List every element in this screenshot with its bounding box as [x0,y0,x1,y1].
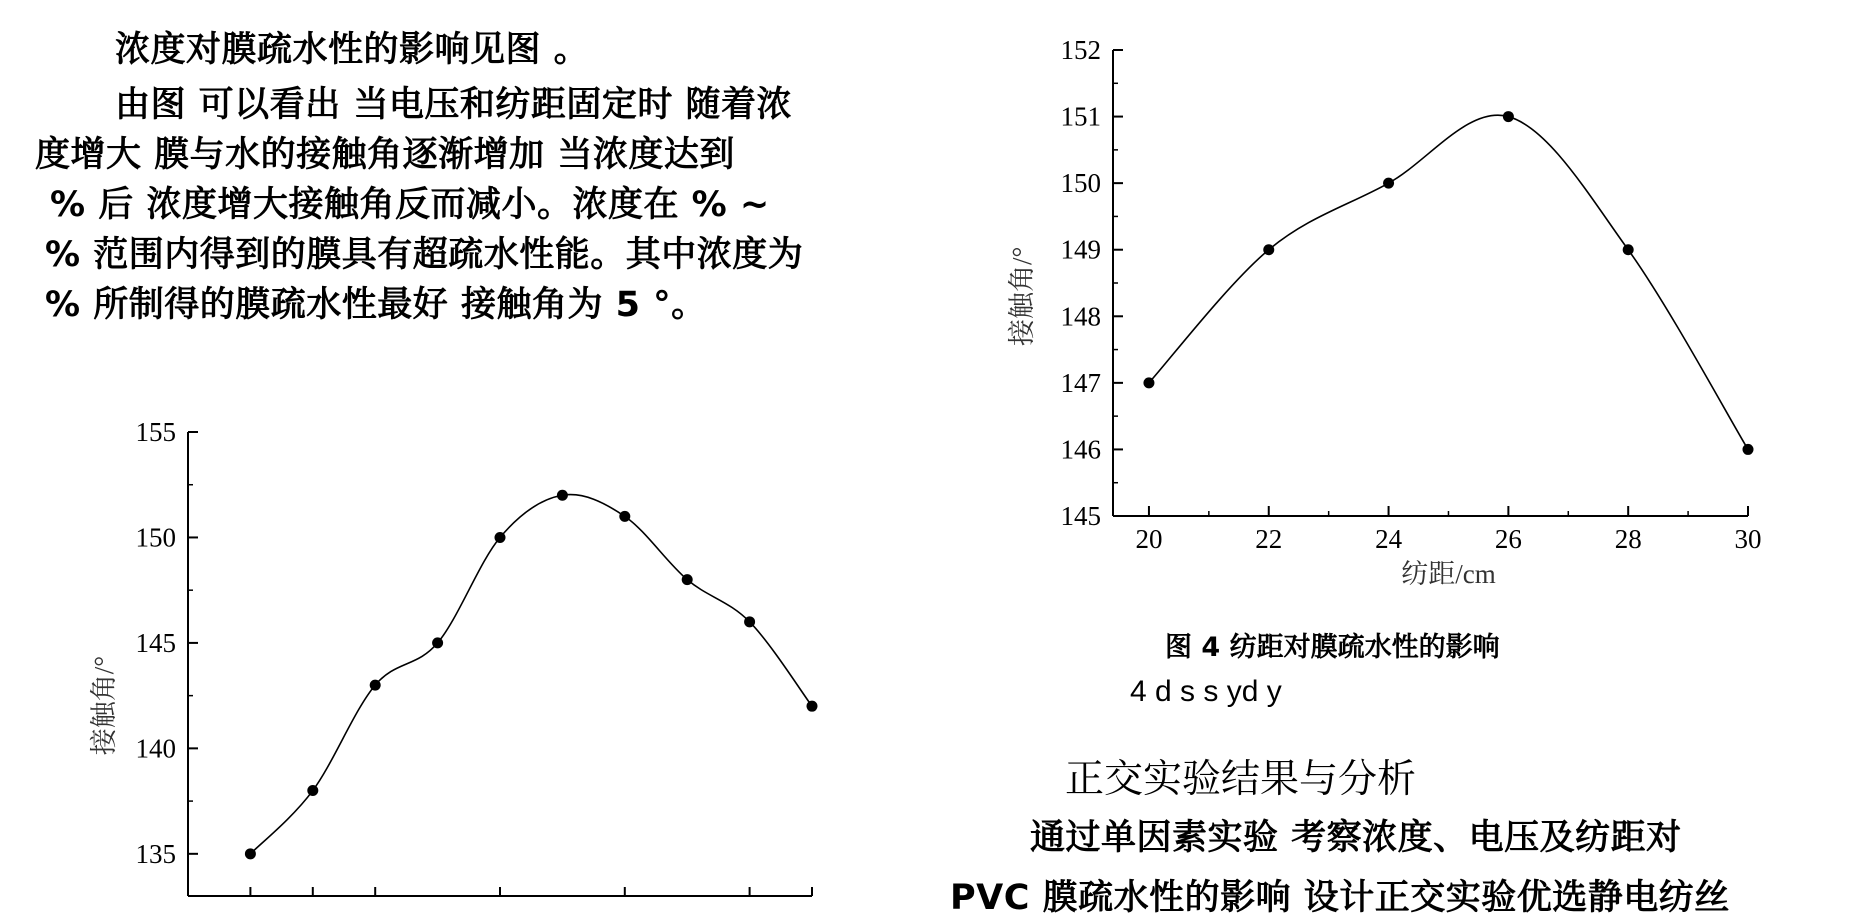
paragraph-line-6: % 所制得的膜疏水性最好 接触角为 5 °。 [45,285,707,325]
y-tick-label-140: 140 [135,733,176,764]
y-tick-label-145: 145 [1060,501,1101,531]
paragraph-line-3: 度增大 膜与水的接触角逐渐增加 当浓度达到 [35,135,735,175]
y-tick-label-151: 151 [1060,101,1101,132]
x-tick-label-30: 30 [1734,524,1762,554]
x-tick-label-26: 26 [1494,524,1522,554]
x-axis-title: 纺距/cm [1401,559,1496,589]
paragraph-line-4: % 后 浓度增大接触角反而减小。浓度在 % ~ [50,185,770,225]
y-axis-title: 接触角/° [89,655,119,756]
x-tick-label-22: 22 [1255,524,1283,554]
paragraph-line-2: 由图 可以看出 当电压和纺距固定时 随着浓 [115,85,793,125]
right-paragraph-line-1: 通过单因素实验 考察浓度、电压及纺距对 [1030,818,1682,858]
data-point-6 [1743,444,1754,455]
y-axis-title: 接触角/° [1007,246,1037,346]
figure-caption-english: 4 d s s yd y [1130,675,1282,708]
y-tick-label-145: 145 [135,627,176,658]
data-point-5 [1623,244,1634,255]
y-tick-label-149: 149 [1060,234,1101,265]
y-tick-label-150: 150 [1060,168,1101,199]
x-tick-label-20: 20 [1135,524,1163,554]
paragraph-line-5: % 范围内得到的膜具有超疏水性能。其中浓度为 [45,235,804,275]
paragraph-line-1: 浓度对膜疏水性的影响见图 。 [115,30,590,70]
y-tick-label-150: 150 [135,522,176,553]
series-line [1149,115,1748,449]
y-tick-label-146: 146 [1060,434,1101,465]
y-tick-label-135: 135 [135,838,176,869]
data-point-3 [1383,178,1394,189]
y-tick-label-155: 155 [135,417,176,447]
right-paragraph-line-2: PVC 膜疏水性的影响 设计正交实验优选静电纺丝 [950,878,1730,918]
y-tick-label-152: 152 [1060,35,1101,65]
data-point-4 [1503,111,1514,122]
x-tick-label-24: 24 [1375,524,1403,554]
y-tick-label-147: 147 [1060,367,1101,398]
data-point-2 [1263,244,1274,255]
figure-caption: 图 4 纺距对膜疏水性的影响 [1165,632,1500,663]
y-tick-label-148: 148 [1060,301,1101,332]
section-title: 正交实验结果与分析 [1065,757,1417,802]
data-point-1 [1143,377,1154,388]
x-tick-label-28: 28 [1614,524,1642,554]
